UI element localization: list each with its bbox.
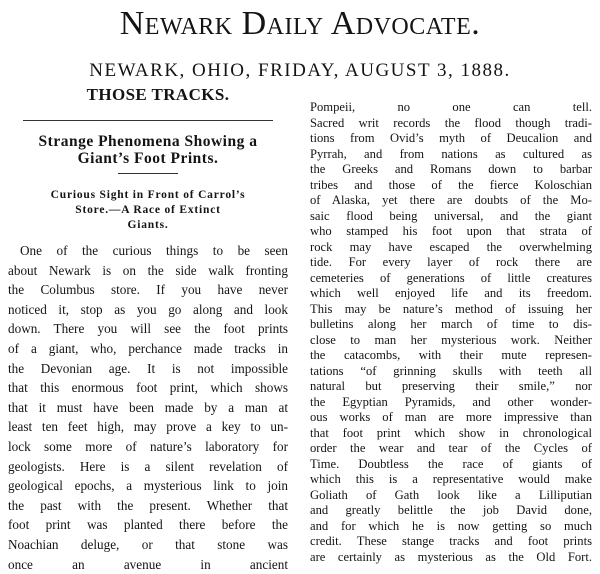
body-line: which well enjoyed life and its freedom.: [310, 286, 592, 302]
body-line: are certainly as mysterious as the Old Fort.: [310, 550, 592, 566]
newspaper-masthead: Newark Daily Advocate.: [0, 4, 600, 44]
body-line: Time. Doubtless the race of giants of: [310, 457, 592, 473]
body-line: the Egyptian Pyramids, and other wonder-: [310, 395, 592, 411]
body-line: rock may have escaped the overwhelming: [310, 240, 592, 256]
body-line: Noachian deluge, or that stone was: [8, 535, 288, 555]
body-line: tribes and those of the fierce Koloschian: [310, 178, 592, 194]
body-line: once an avenue in ancient: [8, 555, 288, 574]
body-line: of Alaska, yet there are doubts of the Mo-: [310, 193, 592, 209]
body-line: foot print was planted there before the: [8, 515, 288, 535]
body-line: This may be nature’s method of issuing her: [310, 302, 592, 318]
body-line: the past with the present. Whether that: [8, 496, 288, 516]
body-line: about Newark is on the side walk fronting: [8, 261, 288, 281]
body-line: which this is a representative would make: [310, 472, 592, 488]
body-line: least ten feet high, may prove a key to un-: [8, 417, 288, 437]
left-column-body: [8, 241, 288, 574]
body-line: tations “of grinning skulls with teeth all: [310, 364, 592, 380]
body-line: Pompeii, no one can tell.: [310, 100, 592, 116]
subheadline-line: Giant’s Foot Prints.: [8, 150, 288, 167]
article-deck: [8, 188, 288, 233]
body-line: down. There you will see the foot prints: [8, 319, 288, 339]
body-line: order the wear and tear of the Cycles of: [310, 441, 592, 457]
body-line: Goliath of Gath look like a Lilliputian: [310, 488, 592, 504]
body-line: tions from Ovid’s myth of Deucalion and: [310, 131, 592, 147]
body-line: the Devonian age. It is not impossible: [8, 359, 288, 379]
article-subheadline: [8, 133, 288, 167]
body-line: ous works of man are more impressive than: [310, 410, 592, 426]
body-line: geologists. Here is a silent revelation of: [8, 457, 288, 477]
body-line: the Columbus store. If you have never: [8, 280, 288, 300]
body-line: the catacombs, with their mute represen-: [310, 348, 592, 364]
dateline: NEWARK, OHIO, FRIDAY, AUGUST 3, 1888.: [0, 60, 600, 82]
left-column: [8, 84, 288, 574]
right-column-body: [310, 100, 592, 565]
body-line: saic flood being universal, and the giant: [310, 209, 592, 225]
body-line: of a giant, who, perchance made tracks in: [8, 339, 288, 359]
body-line: who stamped his foot upon that strata of: [310, 224, 592, 240]
subheadline-line: Strange Phenomena Showing a: [8, 133, 288, 150]
body-line: and greatly belittle the job David done,: [310, 503, 592, 519]
subheadline-rule: [118, 173, 178, 174]
body-line: natural but preserving their smile,” nor: [310, 379, 592, 395]
body-line: that it must have been made by a man at: [8, 398, 288, 418]
body-line: Sacred writ records the flood though tradi-: [310, 116, 592, 132]
body-line: noticed it, stop as you go along and look: [8, 300, 288, 320]
body-line: tide. For every layer of rock there are: [310, 255, 592, 271]
deck-line: Store.—A Race of Extinct: [12, 203, 284, 218]
body-line: that this enormous foot print, which shows: [8, 378, 288, 398]
body-line: credit. These stange tracks and foot prints: [310, 534, 592, 550]
article-headline: THOSE TRACKS.: [78, 84, 238, 106]
body-line: bulletins along her march of time to dis-: [310, 317, 592, 333]
right-column: [310, 100, 592, 565]
body-line: lock some more of nature’s laboratory for: [8, 437, 288, 457]
deck-line: Giants.: [12, 218, 284, 233]
body-line: the Greeks and Romans down to barbar: [310, 162, 592, 178]
body-line: Pyrrah, and from nations as cultured as: [310, 147, 592, 163]
body-line: that foot print which show in chronological: [310, 426, 592, 442]
headline-rule: [23, 120, 273, 121]
body-line: cemeteries of generations of little creatures: [310, 271, 592, 287]
body-line: and for which he is now getting so much: [310, 519, 592, 535]
body-line: One of the curious things to be seen: [8, 241, 288, 261]
body-line: close to man her mysterious work. Neither: [310, 333, 592, 349]
deck-line: Curious Sight in Front of Carrol’s: [12, 188, 284, 203]
body-line: geological epochs, a mysterious link to join: [8, 476, 288, 496]
